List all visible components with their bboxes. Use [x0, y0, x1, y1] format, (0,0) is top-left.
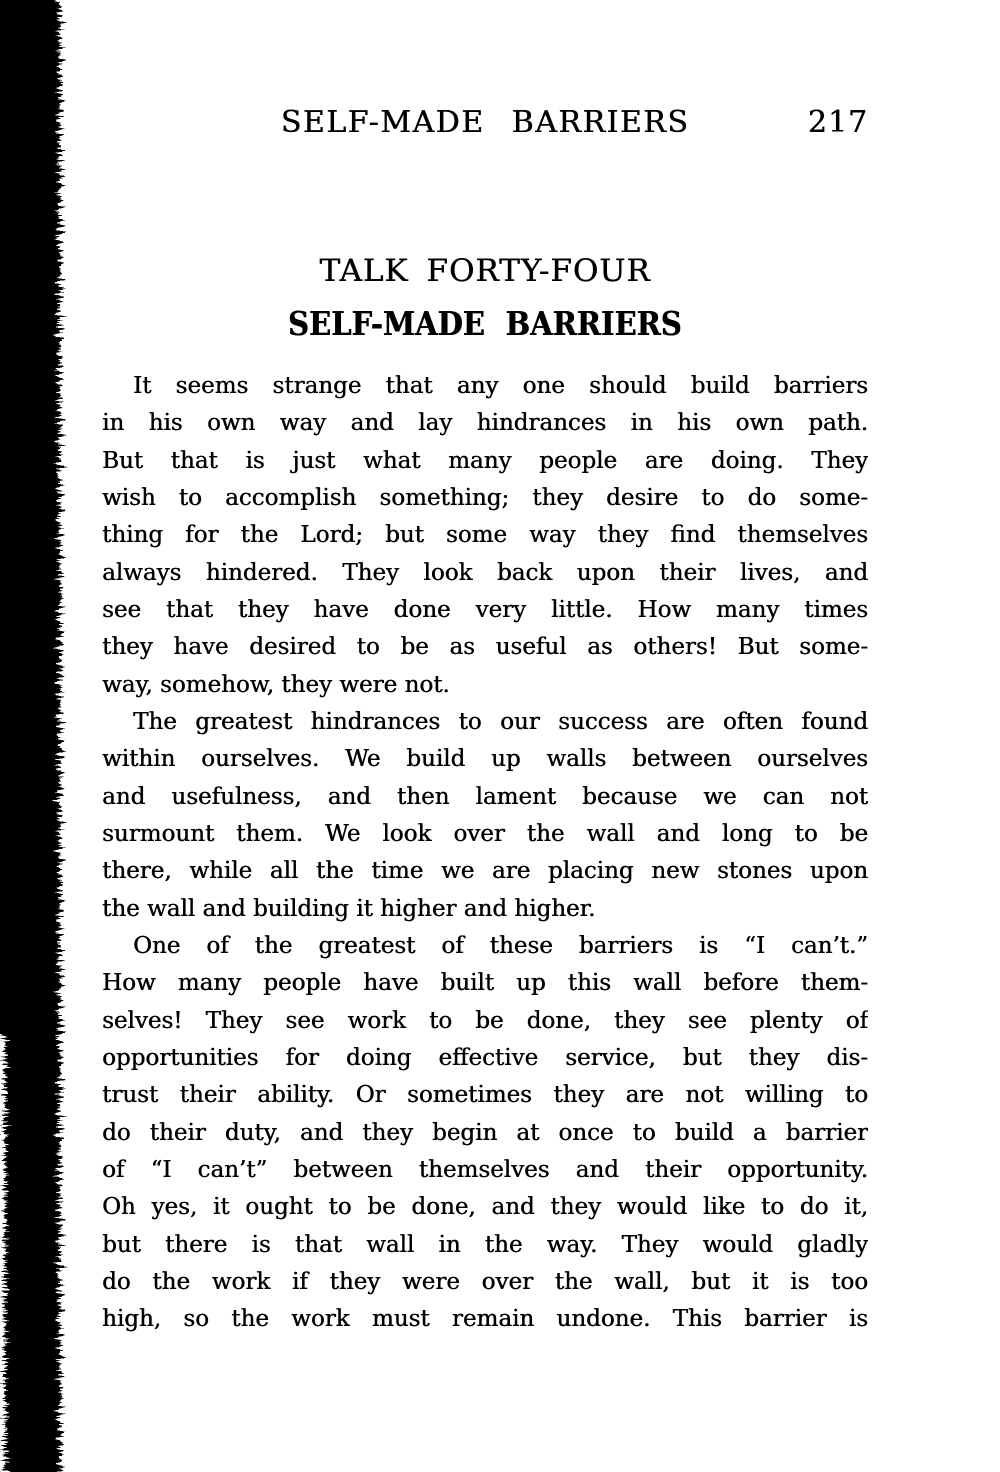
text-line: Oh yes, it ought to be done, and they would like to do it, — [102, 1194, 868, 1221]
text-line: do their duty, and they begin at once to build a barrier — [102, 1119, 868, 1146]
paragraph — [102, 704, 868, 928]
scan-binding-shadow-left — [0, 0, 100, 1472]
text-line: in his own way and lay hindrances in his own path. — [102, 410, 868, 437]
text-line: One of the greatest of these barriers is “I can’t.” — [133, 932, 868, 959]
text-line: they have desired to be as useful as others! But some- — [102, 634, 868, 661]
chapter-title-text: SELF-MADE BARRIERS — [288, 304, 682, 343]
text-line: and usefulness, and then lament because we can not — [102, 783, 868, 810]
text-line: high, so the work must remain undone. This barrier is — [102, 1306, 868, 1333]
text-line: but there is that wall in the way. They would gladly — [102, 1231, 868, 1258]
text-line: The greatest hindrances to our success are often found — [133, 708, 868, 735]
text-line: within ourselves. We build up walls between ourselves — [102, 746, 868, 773]
text-line: trust their ability. Or sometimes they are not willing to — [102, 1082, 868, 1109]
text-line: surmount them. We look over the wall and long to be — [102, 820, 868, 847]
running-head-title: SELF-MADE BARRIERS — [280, 105, 690, 140]
text-line: selves! They see work to be done, they see plenty of — [102, 1007, 868, 1034]
chapter-title — [102, 304, 868, 343]
paragraph — [102, 368, 868, 704]
text-line: do the work if they were over the wall, but it is too — [102, 1268, 868, 1295]
text-line: thing for the Lord; but some way they find themselves — [102, 522, 868, 549]
text-line: there, while all the time we are placing new stones upon — [102, 858, 868, 885]
text-line: see that they have done very little. How many times — [102, 596, 868, 623]
text-line: wish to accomplish something; they desire to do some- — [102, 484, 868, 511]
text-line: the wall and building it higher and higher. — [102, 895, 596, 922]
paragraph — [102, 928, 868, 1339]
text-line: It seems strange that any one should build barriers — [133, 373, 868, 399]
page-number: 217 — [807, 105, 868, 140]
running-head — [102, 107, 868, 147]
text-line: of “I can’t” between themselves and their opportunity. — [102, 1156, 868, 1183]
text-line: But that is just what many people are doing. They — [102, 447, 868, 474]
talk-number-heading: TALK FORTY-FOUR — [319, 253, 651, 289]
body-text — [102, 368, 868, 1339]
text-line: opportunities for doing effective service, but they dis- — [102, 1044, 868, 1071]
text-line: How many people have built up this wall before them- — [102, 970, 868, 997]
text-line: way, somehow, they were not. — [102, 671, 450, 698]
text-line: always hindered. They look back upon their lives, and — [102, 559, 868, 586]
